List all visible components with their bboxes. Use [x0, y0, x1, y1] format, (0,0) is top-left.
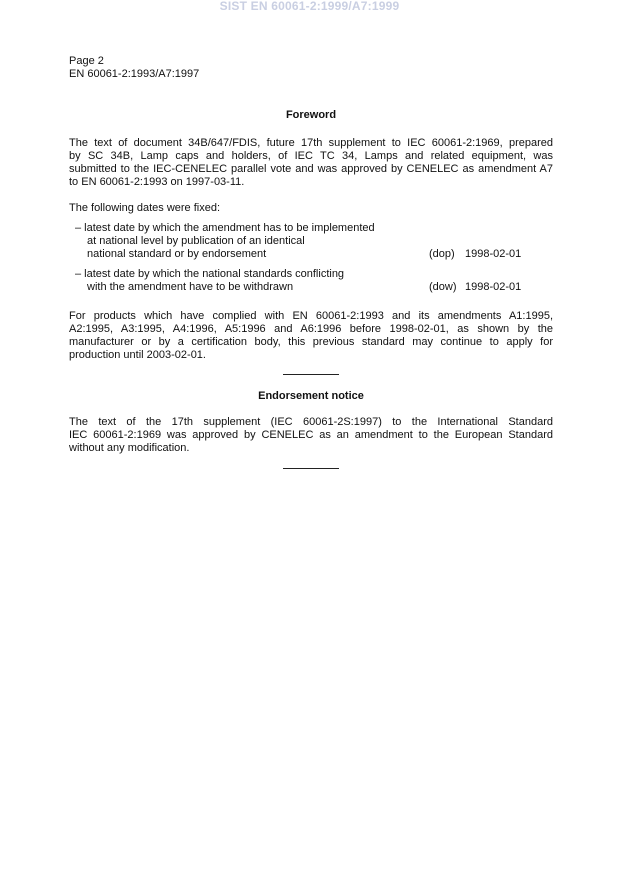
section-divider [283, 374, 339, 375]
foreword-paragraph-2 [69, 310, 553, 362]
date-item-line: – latest date by which the amendment has to be implemented [75, 222, 375, 234]
text-line: The text of document 34B/647/FDIS, future 17th supplement to IEC 60061-2:1969, prepared [69, 137, 553, 149]
section-divider [283, 468, 339, 469]
page-header [69, 55, 199, 81]
endorsement-title: Endorsement notice [258, 390, 364, 402]
watermark: SIST EN 60061-2:1999/A7:1999 [219, 0, 400, 13]
date-value-dop: 1998-02-01 [465, 248, 522, 260]
document-reference: EN 60061-2:1993/A7:1997 [69, 68, 200, 80]
foreword-paragraph-1 [69, 137, 553, 189]
text-line: IEC 60061-2:1969 was approved by CENELEC as an amendment to the European Standard [69, 429, 553, 441]
foreword-title: Foreword [285, 109, 337, 121]
date-item-line: at national level by publication of an identical [87, 235, 305, 247]
text-line: For products which have complied with EN 60061-2:1993 and its amendments A1:1995, [69, 310, 553, 322]
date-value-dow: 1998-02-01 [465, 281, 522, 293]
text-line: production until 2003-02-01. [69, 349, 206, 361]
date-item-dow [75, 268, 535, 294]
page-number: Page 2 [69, 55, 104, 67]
text-line: The text of the 17th supplement (IEC 60061-2S:1997) to the International Standard [69, 416, 553, 428]
text-line: The following dates were fixed: [69, 202, 221, 214]
text-line: to EN 60061-2:1993 on 1997-03-11. [69, 176, 245, 188]
date-item-line: – latest date by which the national standards conflicting [75, 268, 345, 280]
date-item-dop [75, 222, 535, 261]
text-line: without any modification. [69, 442, 190, 454]
text-line: manufacturer or by a certification body, this previous standard may continue to apply for [69, 336, 553, 348]
date-code-dop: (dop) [429, 248, 455, 260]
date-item-line: with the amendment have to be withdrawn [87, 281, 294, 293]
dates-intro [69, 202, 553, 215]
text-line: by SC 34B, Lamp caps and holders, of IEC TC 34, Lamps and related equipment, was [69, 150, 553, 162]
date-item-line: national standard or by endorsement [87, 248, 267, 260]
endorsement-paragraph [69, 416, 553, 455]
text-line: submitted to the IEC-CENELEC parallel vote and was approved by CENELEC as amendment A7 [69, 163, 553, 175]
text-line: A2:1995, A3:1995, A4:1996, A5:1996 and A6:1996 before 1998-02-01, as shown by the [69, 323, 553, 335]
date-code-dow: (dow) [429, 281, 457, 293]
